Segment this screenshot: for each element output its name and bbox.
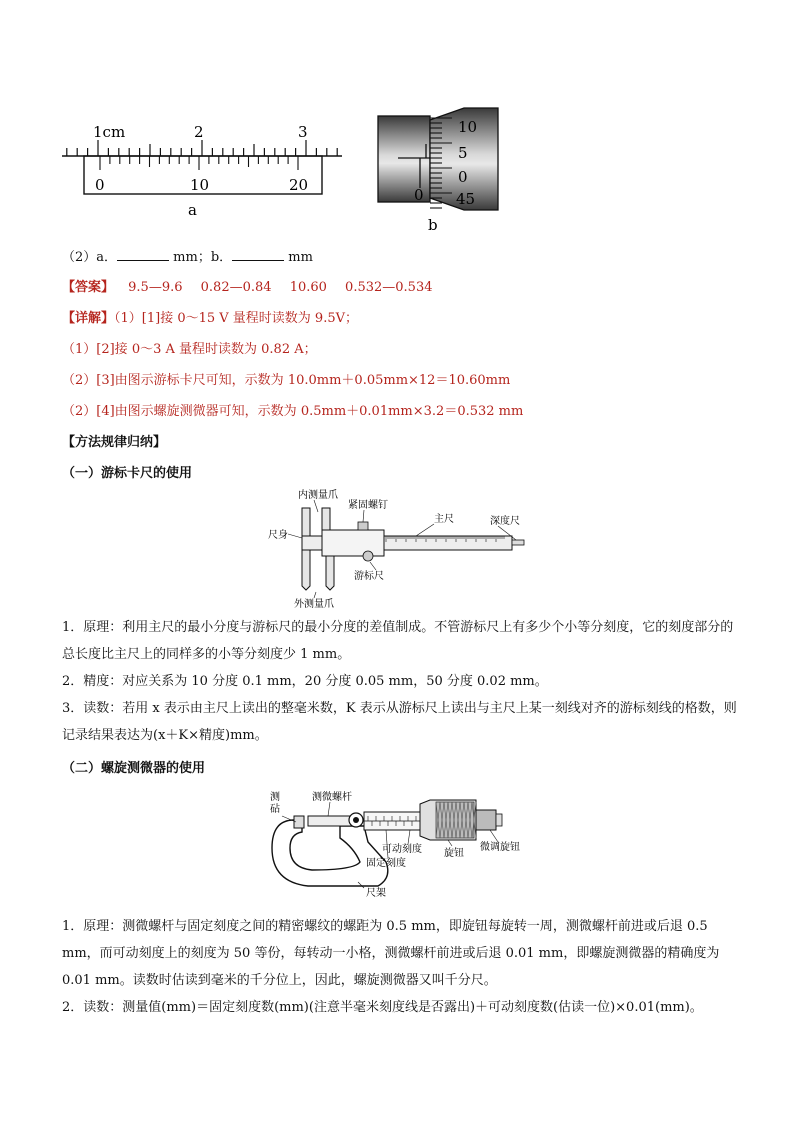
answer-tag: 【答案】: [62, 280, 115, 295]
question-line: [62, 248, 313, 267]
vernier-tick-label-10: 10: [190, 176, 210, 194]
label-knob: 旋钮: [444, 848, 464, 859]
micrometer-figure-b: [372, 100, 512, 235]
vernier-figure-a: [60, 118, 350, 223]
question-unit-a: mm；b．: [173, 250, 233, 265]
answer-blank-b[interactable]: [232, 248, 284, 261]
answer-value-1: 9.5—9.6: [128, 280, 183, 295]
section2-reading: 2．读数：测量值(mm)＝固定刻度数(mm)(注意半毫米刻度线是否露出)＋可动刻度数(估读一位)×0.01(mm)。: [62, 1000, 703, 1015]
detail-line-1: [62, 310, 358, 328]
section1-principle: 1．原理：利用主尺的最小分度与游标尺的最小分度的差值制成。不管游标尺上有多少个小等分刻度，它的刻度部分的总长度比主尺上的同样多的小等分刻度少 1 mm。: [62, 620, 734, 662]
detail-line-3: （2）[3]由图示游标卡尺可知，示数为 10.0mm＋0.05mm×12＝10.60mm: [62, 373, 511, 388]
section1-title: （一）游标卡尺的使用: [62, 466, 193, 481]
detail-line-4: （2）[4]由图示螺旋测微器可知，示数为 0.5mm＋0.01mm×3.2＝0.532 mm: [62, 404, 524, 419]
label-depth: 深度尺: [490, 516, 520, 527]
label-sleeve-scale: 固定刻度: [366, 858, 406, 869]
question-prefix: （2）a．: [62, 250, 118, 265]
thimble-label-45: 45: [456, 190, 476, 208]
caliper-diagram: [266, 486, 528, 610]
label-screw: 紧固螺钉: [348, 500, 388, 511]
label-spindle: 测微螺杆: [312, 792, 352, 803]
label-outer-jaw: 外测量爪: [294, 599, 334, 610]
vernier-tick-label-0: 0: [95, 176, 105, 194]
micrometer-diagram: [268, 786, 534, 898]
thimble-label-10: 10: [458, 118, 478, 136]
label-body: 尺身: [268, 530, 288, 541]
label-thimble-scale: 可动刻度: [382, 844, 422, 855]
sleeve-label-0: 0: [414, 186, 424, 204]
answer-value-2: 0.82—0.84: [200, 280, 272, 295]
label-inner-jaw: 内测量爪: [298, 490, 338, 501]
label-anvil-1: 测: [270, 792, 280, 803]
detail-line-2: （1）[2]接 0～3 A 量程时读数为 0.82 A；: [62, 342, 317, 357]
vernier-tick-label-20: 20: [289, 176, 309, 194]
question-unit-b: mm: [288, 250, 313, 265]
section1-reading: 3．读数：若用 x 表示由主尺上读出的整毫米数，K 表示从游标尺上读出与主尺上某一刻线对齐的游标刻线的格数，则记录结果表达为(x＋K×精度)mm。: [62, 701, 737, 743]
label-frame: 尺架: [366, 888, 386, 898]
main-tick-label-1: 1cm: [93, 123, 126, 141]
figure-b-label: b: [428, 216, 438, 234]
answer-line: [62, 279, 432, 297]
section2-principle: 1．原理：测微螺杆与固定刻度之间的精密螺纹的螺距为 0.5 mm，即旋钮每旋转一周，测微螺杆前进或后退 0.5 mm，而可动刻度上的刻度为 50 等份，每转动一小格，测微螺杆前进或后退 0.01 mm，即螺旋测微器的精确度为 0.01 mm。读数时估读到毫米的千分位上，因此，螺旋测微器又叫千分尺。: [62, 919, 720, 988]
answer-value-3: 10.60: [289, 280, 327, 295]
thimble-label-0: 0: [458, 168, 468, 186]
section2-title: （二）螺旋测微器的使用: [62, 761, 206, 776]
figure-a-label: a: [188, 201, 197, 219]
main-tick-label-3: 3: [298, 123, 308, 141]
main-tick-label-2: 2: [194, 123, 204, 141]
label-vernier: 游标尺: [354, 571, 384, 582]
summary-title: 【方法规律归纳】: [62, 435, 167, 450]
answer-value-4: 0.532—0.534: [345, 280, 433, 295]
label-main-scale: 主尺: [434, 514, 454, 525]
answer-blank-a[interactable]: [117, 248, 169, 261]
thimble-label-5: 5: [458, 144, 468, 162]
label-anvil-2: 砧: [270, 804, 280, 815]
section1-precision: 2．精度：对应关系为 10 分度 0.1 mm，20 分度 0.05 mm，50 分度 0.02 mm。: [62, 674, 548, 689]
detail-tag: 【详解】: [62, 311, 115, 326]
label-fine-knob: 微调旋钮: [480, 842, 520, 853]
detail-text-1: （1）[1]接 0～15 V 量程时读数为 9.5V；: [114, 311, 358, 326]
